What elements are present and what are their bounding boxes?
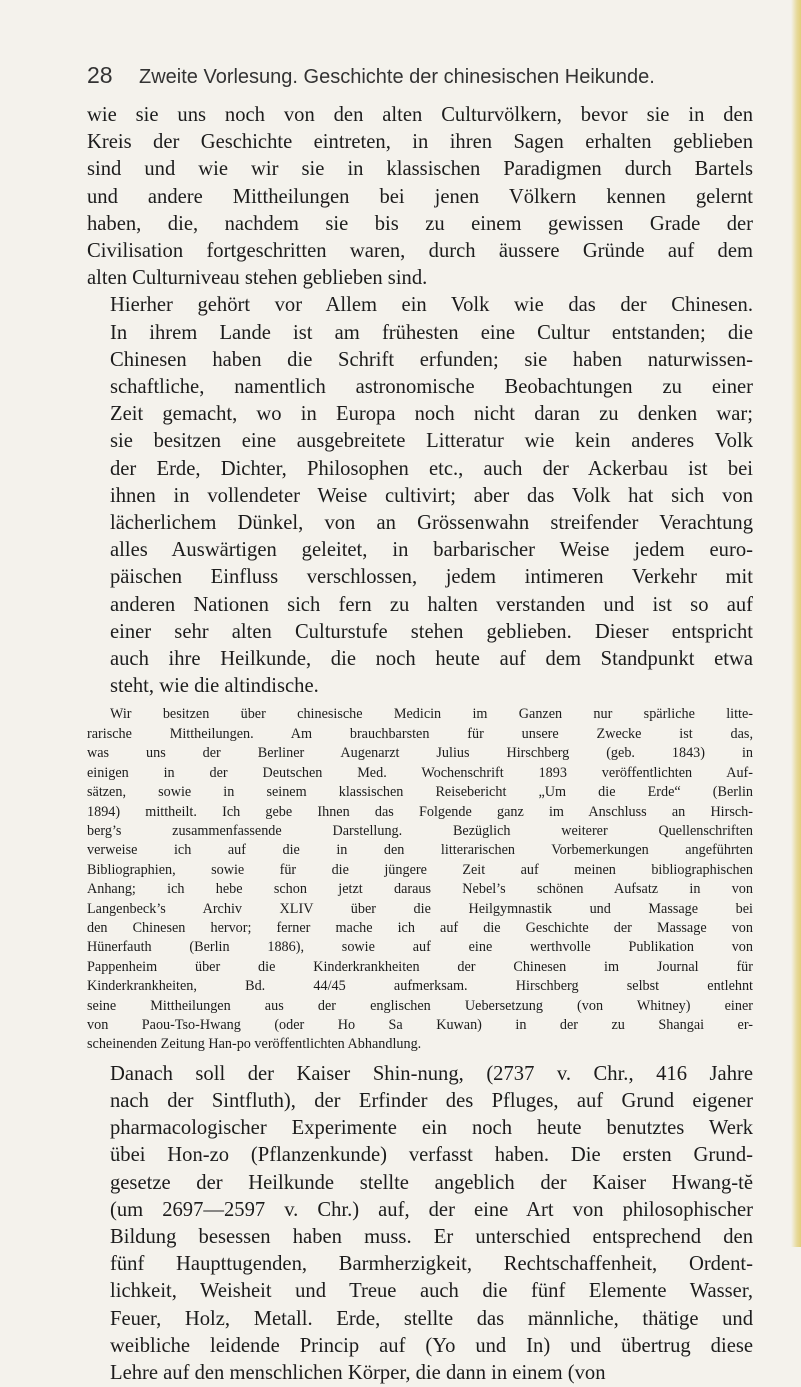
note-line: 1894) mittheilt. Ich gebe Ihnen das Folgende ganz im Anschluss an Hirsch- [87,803,753,820]
text-line: übei Hon-zo (Pflanzenkunde) verfasst haben. Die ersten Grund- [110,1144,753,1167]
text-line: fünf Haupttugenden, Barmherzigkeit, Rechtschaffenheit, Ordent- [110,1253,753,1276]
text-line: Feuer, Holz, Metall. Erde, stellte das männliche, thätige und [110,1307,753,1330]
text-line: alten Culturniveau stehen geblieben sind. [87,267,428,290]
text-line: Chinesen haben die Schrift erfunden; sie haben naturwissen- [110,348,753,371]
note-line: Kinderkrankheiten, Bd. 44/45 aufmerksam. Hirschberg selbst entlehnt [87,978,753,995]
running-header [87,62,737,89]
note-line: einigen in der Deutschen Med. Wochenschrift 1893 veröffentlichten Auf- [87,764,753,781]
text-line: nach der Sintfluth), der Erfinder des Pfluges, auf Grund eigener [110,1089,753,1112]
page-number: 28 [87,62,113,88]
text-line: Civilisation fortgeschritten waren, durch äussere Gründe auf dem [87,240,753,263]
paragraph-2 [87,292,753,700]
note-line: Anhang; ich hebe schon jetzt daraus Nebel’s schönen Aufsatz in von [87,881,753,898]
text-line: sie besitzen eine ausgebreitete Litteratur wie kein anderes Volk [110,430,753,453]
page-edge [791,0,801,1247]
paragraph-3 [87,1061,753,1387]
text-line: (um 2697—2597 v. Chr.) auf, der eine Art von philosophischer [110,1198,753,1221]
note-line: Hünerfauth (Berlin 1886), sowie auf eine werthvolle Publikation von [87,939,753,956]
paragraph-1 [87,102,753,292]
note-line: seine Mittheilungen aus der englischen Uebersetzung (von Whitney) einer [87,997,753,1014]
running-title: Zweite Vorlesung. Geschichte der chinesischen Heikunde. [139,66,655,88]
text-line: ihnen in vollendeter Weise cultivirt; aber das Volk hat sich von [110,484,753,507]
text-line: Hierher gehört vor Allem ein Volk wie das der Chinesen. [110,294,753,317]
text-line: schaftliche, namentlich astronomische Beobachtungen zu einer [110,376,753,399]
text-line: pharmacologischer Experimente ein noch heute benutztes Werk [110,1117,753,1140]
text-line: Zeit gemacht, wo in Europa noch nicht daran zu denken war; [110,403,753,426]
note-line: scheinenden Zeitung Han-po veröffentlichten Abhandlung. [87,1036,422,1053]
text-line: Bildung besessen haben muss. Er unterschied entsprechend den [110,1226,753,1248]
text-line: Kreis der Geschichte eintreten, in ihren Sagen erhalten geblieben [87,131,753,154]
note-line: von Paou-Tso-Hwang (oder Ho Sa Kuwan) in der zu Shangai er- [87,1016,753,1033]
note-line: was uns der Berliner Augenarzt Julius Hirschberg (geb. 1843) in [87,745,753,762]
text-line: sind und wie wir sie in klassischen Paradigmen durch Bartels [87,158,753,181]
text-line: anderen Nationen sich fern zu halten verstanden und ist so auf [110,593,753,616]
text-line: haben, die, nachdem sie bis zu einem gewissen Grade der [87,212,753,235]
text-line: einer sehr alten Culturstufe stehen geblieben. Dieser entspricht [110,620,753,643]
text-line: päischen Einfluss verschlossen, jedem intimeren Verkehr mit [110,566,753,589]
note-line: rarische Mittheilungen. Am brauchbarsten für unsere Zwecke ist das, [87,725,753,742]
text-line: In ihrem Lande ist am frühesten eine Cultur entstanden; die [110,321,753,344]
text-line: weibliche leidende Princip auf (Yo und In) und übertrug diese [110,1334,753,1357]
text-line: alles Auswärtigen geleitet, in barbarischer Weise jedem euro- [110,539,753,562]
note-line: sätzen, sowie in seinem klassischen Reisebericht „Um die Erde“ (Berlin [87,784,753,801]
text-line: der Erde, Dichter, Philosophen etc., auch der Ackerbau ist bei [110,457,753,480]
text-line: Lehre auf den menschlichen Körper, die dann in einem (von [110,1362,606,1385]
note-line: Wir besitzen über chinesische Medicin im Ganzen nur spärliche litte- [110,706,753,723]
text-line: steht, wie die altindische. [110,675,319,698]
text-line: gesetze der Heilkunde stellte angeblich der Kaiser Hwang-tĕ [110,1171,753,1194]
note-line: Bibliographien, sowie für die jüngere Zeit auf meinen bibliographischen [87,861,753,878]
text-line: wie sie uns noch von den alten Culturvölkern, bevor sie in den [87,104,753,126]
text-line: auch ihre Heilkunde, die noch heute auf dem Standpunkt etwa [110,648,753,671]
note-line: berg’s zusammenfassende Darstellung. Bezüglich weiterer Quellenschriften [87,822,753,839]
text-line: und andere Mittheilungen bei jenen Völkern kennen gelernt [87,185,753,208]
text-line: Danach soll der Kaiser Shin-nung, (2737 v. Chr., 416 Jahre [110,1062,753,1085]
text-line: lichkeit, Weisheit und Treue auch die fünf Elemente Wasser, [110,1280,753,1303]
note-line: Langenbeck’s Archiv XLIV über die Heilgymnastik und Massage bei [87,900,753,917]
text-body [87,102,753,1387]
footnote-small-print [87,705,753,1054]
text-line: lächerlichem Dünkel, von an Grössenwahn streifender Verachtung [110,512,753,535]
note-line: verweise ich auf die in den litterarischen Vorbemerkungen angeführten [87,842,753,859]
note-line: den Chinesen hervor; ferner mache ich auf die Geschichte der Massage von [87,919,753,936]
note-line: Pappenheim über die Kinderkrankheiten der Chinesen im Journal für [87,958,753,975]
